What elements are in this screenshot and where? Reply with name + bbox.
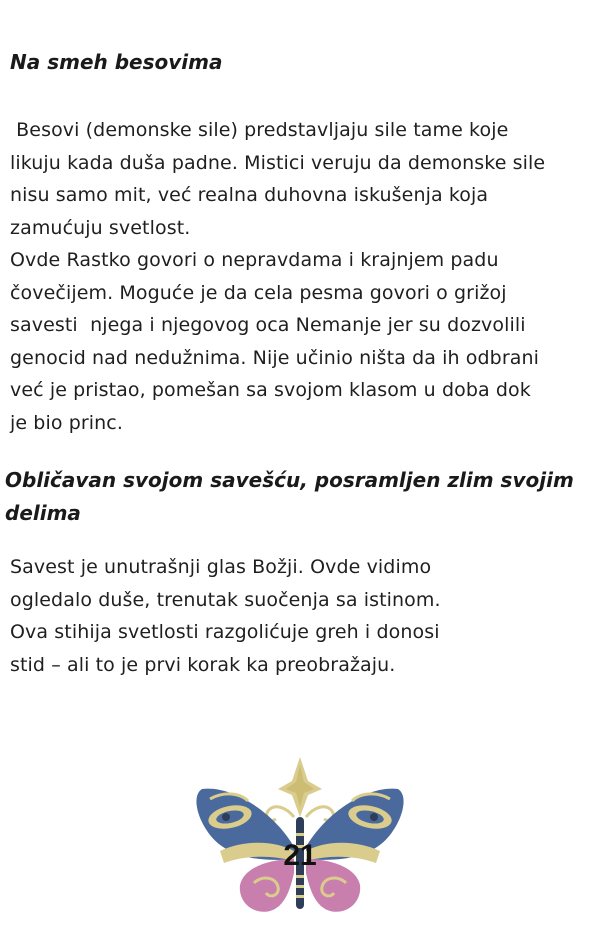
paragraph-besovi [10, 114, 590, 439]
heading-line: Obličavan svojom savešću, posramljen zlim svojim [5, 468, 574, 492]
paragraph-line: čovečijem. Moguće je da cela pesma govori o grižoj [10, 281, 507, 304]
paragraph-line: genocid nad nedužnima. Nije učinio ništa da ih odbrani [10, 346, 540, 369]
paragraph-line: je bio princ. [10, 411, 123, 434]
page-number: 21 [283, 839, 317, 872]
paragraph-savest [10, 551, 530, 681]
paragraph-line: ogledalo duše, trenutak suočenja sa istinom. [10, 588, 441, 611]
paragraph-line: Savest je unutrašnji glas Božji. Ovde vidimo [10, 556, 432, 578]
paragraph-line: Ovde Rastko govori o nepravdama i krajnjem padu [10, 249, 499, 271]
paragraph-line: Ova stihija svetlosti razgolićuje greh i donosi [10, 621, 440, 643]
section-heading-besovi [10, 46, 570, 79]
section-heading-savest [5, 464, 580, 530]
paragraph-line: likuju kada duša padne. Mistici veruju da demonske sile [10, 151, 546, 174]
paragraph-line: zamućuju svetlost. [10, 216, 191, 239]
heading-line: delima [5, 501, 81, 525]
paragraph-line: već je pristao, pomešan sa svojom klasom u doba dok [10, 379, 531, 401]
heading-text: Na smeh besovima [10, 50, 223, 74]
paragraph-line: stid – ali to je prvi korak ka preobražaju. [10, 653, 396, 676]
paragraph-line: nisu samo mit, već realna duhovna iskušenja koja [10, 184, 489, 206]
paragraph-line: savesti njega i njegovog oca Nemanje jer su dozvolili [10, 314, 526, 336]
paragraph-line: Besovi (demonske sile) predstavljaju sile tame koje [10, 119, 509, 141]
